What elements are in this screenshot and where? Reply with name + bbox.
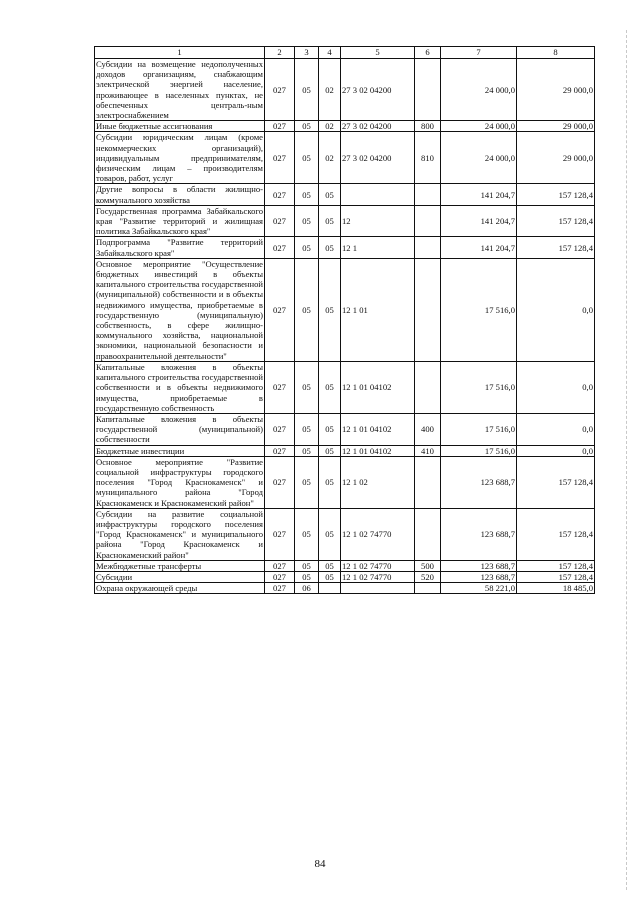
grbs-cell: 027 (265, 445, 295, 456)
table-row (95, 258, 595, 361)
row-name-cell: Межбюджетные трансферты (95, 560, 265, 571)
header-cell: 5 (341, 47, 415, 59)
table-row (95, 184, 595, 205)
sum-2020-cell: 0,0 (517, 413, 595, 445)
expense-type-cell (415, 361, 441, 413)
sum-2020-cell: 18 485,0 (517, 583, 595, 594)
sum-2020-cell: 0,0 (517, 258, 595, 361)
subsection-cell: 05 (319, 205, 341, 237)
expense-type-cell (415, 237, 441, 258)
expense-type-cell: 410 (415, 445, 441, 456)
section-cell: 05 (295, 205, 319, 237)
target-article-cell: 27 3 02 04200 (341, 121, 415, 132)
subsection-cell: 05 (319, 456, 341, 508)
expense-type-cell (415, 205, 441, 237)
expense-type-cell (415, 59, 441, 121)
section-cell: 05 (295, 59, 319, 121)
grbs-cell: 027 (265, 184, 295, 205)
grbs-cell: 027 (265, 237, 295, 258)
grbs-cell: 027 (265, 571, 295, 582)
header-cell: 1 (95, 47, 265, 59)
sum-2020-cell: 29 000,0 (517, 132, 595, 184)
subsection-cell: 05 (319, 237, 341, 258)
target-article-cell: 12 1 (341, 237, 415, 258)
table-row (95, 508, 595, 560)
row-name-cell: Основное мероприятие "Осуществление бюджетных инвестиций в объекты капитального строительства государственной (муниципальной) собственности и в объекты недвижимого имущества, приобретаемые в государственную (муниципальную) собственность, в сфере жилищно-коммунального хозяйства, национальной экономики, национальной безопасности и правоохранительной деятельности" (96, 258, 263, 361)
grbs-cell: 027 (265, 205, 295, 237)
row-name-cell: Субсидии юридическим лицам (кроме некоммерческих организаций), индивидуальным предпринимателям, физическим лицам – производителям товаров, работ, услуг (96, 132, 263, 184)
expense-type-cell (415, 184, 441, 205)
subsection-cell: 02 (319, 132, 341, 184)
header-cell: 2 (265, 47, 295, 59)
section-cell: 05 (295, 571, 319, 582)
sum-2020-cell: 0,0 (517, 445, 595, 456)
sum-2020-cell: 157 128,4 (517, 560, 595, 571)
subsection-cell: 05 (319, 508, 341, 560)
grbs-cell: 027 (265, 560, 295, 571)
row-name-cell: Субсидии на возмещение недополученных доходов организациям, снабжающим электрической энергией население, проживающее в населенных пунктах, не обеспеченных централь-ным электроснабжением (96, 59, 263, 121)
sum-2019-cell: 141 204,7 (441, 205, 517, 237)
subsection-cell: 05 (319, 445, 341, 456)
expense-type-cell: 810 (415, 132, 441, 184)
table-row (95, 456, 595, 508)
sum-2020-cell: 157 128,4 (517, 456, 595, 508)
target-article-cell: 27 3 02 04200 (341, 132, 415, 184)
grbs-cell: 027 (265, 583, 295, 594)
subsection-cell: 05 (319, 361, 341, 413)
row-name-cell: Капитальные вложения в объекты государственной (муниципальной) собственности (96, 413, 263, 445)
sum-2019-cell: 17 516,0 (441, 361, 517, 413)
scan-edge-line (626, 30, 627, 890)
target-article-cell: 12 1 01 04102 (341, 361, 415, 413)
grbs-cell: 027 (265, 132, 295, 184)
grbs-cell: 027 (265, 258, 295, 361)
sum-2019-cell: 141 204,7 (441, 184, 517, 205)
sum-2020-cell: 157 128,4 (517, 508, 595, 560)
section-cell: 05 (295, 508, 319, 560)
table-row (95, 132, 595, 184)
expense-type-cell: 800 (415, 121, 441, 132)
sum-2019-cell: 17 516,0 (441, 445, 517, 456)
grbs-cell: 027 (265, 456, 295, 508)
target-article-cell: 12 1 02 74770 (341, 571, 415, 582)
target-article-cell (341, 583, 415, 594)
grbs-cell: 027 (265, 121, 295, 132)
section-cell: 05 (295, 560, 319, 571)
row-name-cell: Субсидии (95, 571, 265, 582)
target-article-cell: 27 3 02 04200 (341, 59, 415, 121)
expense-type-cell: 400 (415, 413, 441, 445)
target-article-cell: 12 1 02 (341, 456, 415, 508)
header-cell: 8 (517, 47, 595, 59)
sum-2019-cell: 17 516,0 (441, 258, 517, 361)
sum-2019-cell: 123 688,7 (441, 571, 517, 582)
expense-type-cell (415, 258, 441, 361)
sum-2019-cell: 141 204,7 (441, 237, 517, 258)
target-article-cell: 12 1 01 04102 (341, 413, 415, 445)
sum-2020-cell: 157 128,4 (517, 571, 595, 582)
expense-type-cell (415, 456, 441, 508)
header-cell: 4 (319, 47, 341, 59)
table-header-row (95, 47, 595, 59)
target-article-cell: 12 1 02 74770 (341, 508, 415, 560)
header-cell: 7 (441, 47, 517, 59)
row-name-cell: Основное мероприятие "Развитие социальной инфраструктуры городского поселения "Город Краснокаменск" и муниципального района "Город Краснокаменск и Краснокаменский район" (96, 456, 263, 508)
section-cell: 06 (295, 583, 319, 594)
grbs-cell: 027 (265, 361, 295, 413)
table-row (95, 59, 595, 121)
sum-2019-cell: 123 688,7 (441, 560, 517, 571)
sum-2019-cell: 17 516,0 (441, 413, 517, 445)
table-row (95, 571, 595, 582)
header-cell: 3 (295, 47, 319, 59)
row-name-cell: Иные бюджетные ассигнования (95, 121, 265, 132)
table-row (95, 413, 595, 445)
row-name-cell: Подпрограмма "Развитие территорий Забайкальского края" (96, 237, 263, 258)
subsection-cell: 05 (319, 258, 341, 361)
subsection-cell: 02 (319, 121, 341, 132)
sum-2020-cell: 29 000,0 (517, 59, 595, 121)
grbs-cell: 027 (265, 508, 295, 560)
table-row (95, 121, 595, 132)
subsection-cell: 05 (319, 560, 341, 571)
sum-2019-cell: 24 000,0 (441, 59, 517, 121)
target-article-cell: 12 1 02 74770 (341, 560, 415, 571)
expense-type-cell: 520 (415, 571, 441, 582)
table-row (95, 237, 595, 258)
table-row (95, 445, 595, 456)
sum-2019-cell: 24 000,0 (441, 121, 517, 132)
expense-type-cell (415, 508, 441, 560)
sum-2020-cell: 0,0 (517, 361, 595, 413)
sum-2019-cell: 58 221,0 (441, 583, 517, 594)
section-cell: 05 (295, 456, 319, 508)
row-name-cell: Государственная программа Забайкальского края "Развитие территорий и жилищная политика Забайкальского края" (96, 205, 263, 237)
table-row (95, 560, 595, 571)
target-article-cell: 12 1 01 04102 (341, 445, 415, 456)
subsection-cell: 02 (319, 59, 341, 121)
section-cell: 05 (295, 361, 319, 413)
budget-table (94, 46, 595, 594)
page-number: 84 (314, 858, 326, 870)
expense-type-cell (415, 583, 441, 594)
sum-2019-cell: 123 688,7 (441, 456, 517, 508)
table-row (95, 583, 595, 594)
subsection-cell: 05 (319, 413, 341, 445)
subsection-cell (319, 583, 341, 594)
row-name-cell: Капитальные вложения в объекты капитального строительства государственной собственности и в объекты недвижимого имущества, приобретаемые в государственную собственность (96, 361, 263, 413)
sum-2020-cell: 157 128,4 (517, 237, 595, 258)
table-row (95, 361, 595, 413)
target-article-cell: 12 (341, 205, 415, 237)
grbs-cell: 027 (265, 413, 295, 445)
sum-2020-cell: 157 128,4 (517, 205, 595, 237)
row-name-cell: Субсидии на развитие социальной инфраструктуры городского поселения "Город Краснокаменск" и муниципального района "Город Краснокаменск и Краснокаменский район" (96, 508, 263, 560)
section-cell: 05 (295, 258, 319, 361)
expense-type-cell: 500 (415, 560, 441, 571)
sum-2019-cell: 123 688,7 (441, 508, 517, 560)
subsection-cell: 05 (319, 571, 341, 582)
header-cell: 6 (415, 47, 441, 59)
section-cell: 05 (295, 237, 319, 258)
section-cell: 05 (295, 445, 319, 456)
target-article-cell: 12 1 01 (341, 258, 415, 361)
section-cell: 05 (295, 184, 319, 205)
sum-2019-cell: 24 000,0 (441, 132, 517, 184)
grbs-cell: 027 (265, 59, 295, 121)
sum-2020-cell: 157 128,4 (517, 184, 595, 205)
row-name-cell: Охрана окружающей среды (95, 583, 265, 594)
section-cell: 05 (295, 413, 319, 445)
section-cell: 05 (295, 121, 319, 132)
row-name-cell: Другие вопросы в области жилищно-коммунального хозяйства (96, 184, 263, 205)
table-row (95, 205, 595, 237)
section-cell: 05 (295, 132, 319, 184)
subsection-cell: 05 (319, 184, 341, 205)
sum-2020-cell: 29 000,0 (517, 121, 595, 132)
target-article-cell (341, 184, 415, 205)
row-name-cell: Бюджетные инвестиции (95, 445, 265, 456)
